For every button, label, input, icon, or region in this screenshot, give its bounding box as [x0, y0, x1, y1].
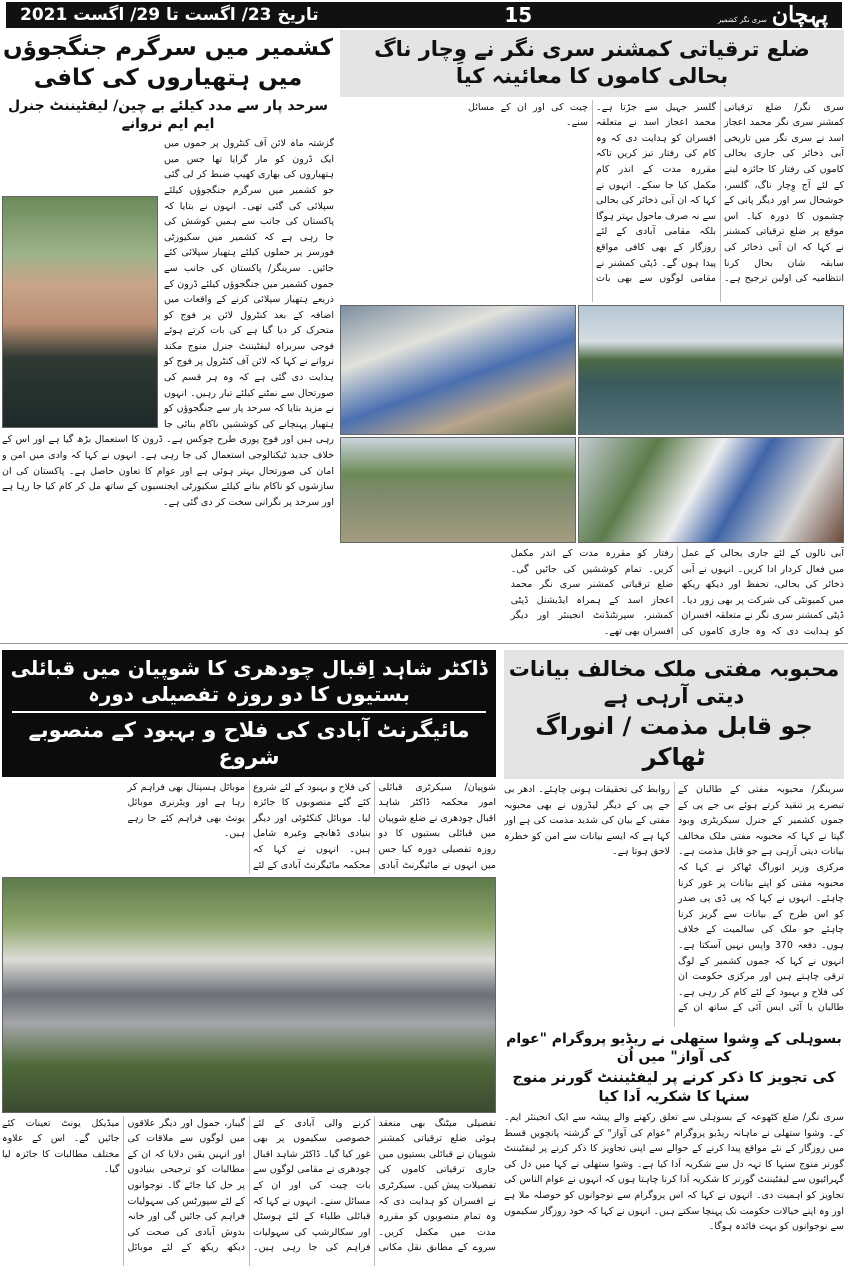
article-body: شوپیان/ سیکرٹری قبائلی امور محکمہ ڈاکٹر شاہد اقبال چودھری نے ضلع شوپیان میں قبائلی بستیوں کا دو روزہ تفصیلی دورہ کیا جس میں انہوں نے مائیگرنٹ آبادی کی فلاح و بہبود کے لئے شروع کئے گئے منصوبوں کا جائزہ لیا۔ موبائل کنکٹوئی اور دیگر بنیادی ڈھانچے وغیرہ شامل ہیں۔ انہوں نے کہا کہ محکمہ مائیگرنٹ آبادی کے لئے موبائل ہسپتال بھی فراہم کر رہا ہے اور ویٹرنری موبائل یونٹ بھی فراہم کئے جا رہے ہیں۔: [127, 781, 496, 871]
article-headline: ضلع ترقیاتی کمشنر سری نگر نے وِچار ناگ بحالی کاموں کا معائینہ کیا: [340, 30, 844, 97]
photo-spring-water: [578, 305, 844, 435]
article-subheadline: کی تجویز کا ذکر کرنے پر لیفٹیننٹ گورنر منوج سنہا کا شکریہ اَدا کیا: [512, 1070, 836, 1106]
article-headline: ڈاکٹر شاہد اِقبال چودھری کا شوپیان میں قبائلی بستیوں کا دو روزہ تفصیلی دورہ: [10, 656, 488, 706]
article-body: گزشتہ ماہ لائن آف کنٹرول پر جموں میں ایک ڈرون کو مار گرایا تھا جس میں ہتھیاروں کی بھاری کھیپ ضبط کر لی گئی جو کشمیر میں سرگرم جنگجوؤں کیلئے سپلائی کی گئی تھی۔ انہوں نے بتایا کہ پاکستان کی جانب سے ہمیں کوشش کی جا رہی ہے کہ کشمیر میں سکیورٹی فورسز پر حملوں کیلئے ہتھیار سپلائی کئے جائیں۔ سرینگر/ پاکستان کی جانب سے جموں کشمیر میں جنگجوؤں کیلئے ڈرون کے ذریعے ہتھیار سپلائی کرنے کے واقعات میں اضافہ کے بعد کنٹرول لائن پر فوج کو متحرک کر دیا گیا ہے کی بات کرتے ہوئے فوجی سربراہ لیفٹیننٹ جنرل منوج مکند نروانے نے کہا کہ لائن آف کنٹرول پر فوج کو ہدایت دی گئی ہے کہ وہ ہر قسم کی صورتحال سے نمٹنے کیلئے تیار رہیں۔ انہوں نے مزید بتایا کہ سرحد پار سے جنگجوؤں کو ہتھیار پہنچانے کی کوششیں ناکام بنائی جا رہی ہیں اور فوج پوری طرح چوکس ہے۔ ڈرون کا استعمال بڑھ گیا ہے اور اس کے خلاف جدید ٹیکنالوجی استعمال کی جا رہی ہے۔ انہوں نے کہا کہ وادی میں امن و امان کی صورتحال بہتر ہوئی ہے اور عوام کا تعاون حاصل ہے۔ پاکستان کی ان سازشوں کو ناکام بنانے کیلئے سکیورٹی ایجنسیوں کے ساتھ مل کر کام کیا جا رہا ہے اور سرحد پر نگرانی سخت کر دی گئی ہے۔: [2, 138, 334, 508]
article-headline: بسوہلی کے وِشوا ستھلی نے ریڈیو پروگرام "عوام کی آواز" میں اُن: [506, 1030, 842, 1066]
article-body: سری نگر/ ضلع ترقیاتی کمشنر سری نگر محمد اعجاز اسد نے سری نگر میں تاریخی آبی ذخائر کی جاری بحالی کاموں کی رفتار کا جائزہ لینے کے لئے آج وِچار ناگ، گلسر، خوشحال سر اور دیگر پانی کے چشموں کا دورہ کیا۔ اس موقع پر ضلع ترقیاتی کمشنر نے کہا کہ ان آبی ذخائر کی سابقہ شان بحال کرنا انتظامیہ کی اولین ترجیح ہے۔ گلسر جہیل سے جڑتا ہے۔ محمد اعجاز اسد نے متعلقہ افسران کو ہدایت دی کہ وہ کام کی رفتار تیز کریں تاکہ مقررہ مدت کے اندر کام مکمل کیا جا سکے۔ انہوں نے کہا کہ ان آبی ذخائر کی بحالی سے نہ صرف ماحول بہتر ہوگا بلکہ مقامی آبادی کے لئے روزگار کے بھی کافی مواقع پیدا ہوں گے۔ ڈپٹی کمشنر نے مقامی لوگوں سے بھی بات چیت کی اور ان کے مسائل سنے۔: [468, 101, 844, 285]
masthead-logo: پہچان سری نگر کشمیر: [717, 2, 828, 28]
article-body: تفصیلی میٹنگ بھی منعقد ہوئی ضلع ترقیاتی کمشنر شوپیان نے قبائلی بستیوں میں جاری ترقیاتی کاموں کی تفصیلات پیش کیں۔ سیکرٹری نے افسران کو ہدایت دی کہ وہ تمام منصوبوں کو مقررہ مدت میں مکمل کریں۔ سروے کے مطابق نقل مکانی کرنے والی آبادی کے لئے خصوصی سکیموں پر بھی غور کیا گیا۔ ڈاکٹر شاہد اقبال چودھری نے مقامی لوگوں سے بات چیت کی اور ان کے مسائل سنے۔ انہوں نے کہا کہ قبائلی طلباء کے لئے ہوسٹل اور سکالرشپ کی سہولیات فراہم کی جا رہی ہیں۔ گیبار، جمول اور دیگر علاقوں میں لوگوں سے ملاقات کی اور انہیں یقین دلایا کہ ان کے مطالبات کو ترجیحی بنیادوں پر حل کیا جائے گا۔ نوجوانوں کے لئے سپورٹس کی سہولیات فراہم کی جائیں گی اور خانہ بدوش آبادی کی صحت کی دیکھ ریکھ کے لئے موبائل میڈیکل یونٹ تعینات کئے جائیں گے۔ اس کے علاوہ مختلف مطالبات کا جائزہ لیا گیا۔: [2, 1117, 496, 1254]
article-body: آبی نالوں کے لئے جاری بحالی کے عمل میں فعال کردار ادا کریں۔ انہوں نے آبی ذخائر کی بحالی، تحفظ اور دیکھ ریکھ میں کمیونٹی کی شرکت پر بھی زور دیا۔ ڈپٹی کمشنر سری نگر نے متعلقہ افسران کو ہدایت دی کہ وہ جاری کاموں کی رفتار کو مقررہ مدت کے اندر مکمل کریں۔ تمام کوششیں کی جائیں گی۔ ضلع ترقیاتی کمشنر سری نگر محمد اعجاز اسد کے ہمراہ ایڈیشنل ڈپٹی کمشنر، سپرنٹنڈنٹ انجینئر اور دیگر افسران بھی تھے۔: [510, 548, 844, 637]
divider: [12, 711, 486, 713]
article-army-chief: [2, 34, 334, 640]
photo-tribal-meeting: [2, 877, 496, 1113]
article-subheadline: جو قابل مذمت / انوراگ ٹھاکر: [535, 711, 813, 771]
photo-army-chief: [2, 196, 158, 428]
article-subheadline: مائیگرنٹ آبادی کی فلاح و بہبود کے منصوبے شروع: [28, 718, 470, 770]
headline-box: [504, 650, 844, 779]
article-water-bodies: [340, 30, 844, 640]
photo-grid: [340, 305, 844, 543]
photo-inspection-officials: [340, 305, 576, 435]
issue-date: تاریخ 23/ اگست تا 29/ اگست 2021: [20, 5, 319, 25]
divider: [0, 643, 848, 644]
article-body: سرینگر/ محبوبہ مفتی کے طالبان کے تبصرے پر تنقید کرتے ہوئے بی جے پی کے جموں کشمیر کے جنرل سیکریٹری وبود گپتا نے کہا کہ محبوبہ مفتی ملک مخالف بیانات دیتی آرہی ہے جو قابل مذمت ہے۔ مرکزی وزیر انوراگ ٹھاکر نے کہا کہ محبوبہ مفتی کو اپنے بیانات پر غور کرنا چاہئے۔ انہوں نے کہا کہ پی ڈی پی صدر کو اس طرح کے بیانات سے گریز کرنا چاہئے جو ملک کی سالمیت کے خلاف ہوں۔ دفعہ 370 واپس نہیں آسکتا ہے۔ انہوں نے کہا کہ جموں کشمیر کے لوگ ترقی چاہتے ہیں اور مرکزی حکومت ان کی فلاح و بہبود کے لئے کام کر رہی ہے۔ طالبان یا آئی ایس آئی کے ساتھ ان کے روابط کی تحقیقات ہونی چاہئے۔ ادھر بی جے پی کے دیگر لیڈروں نے بھی محبوبہ مفتی کے بیان کی شدید مذمت کی ہے اور کہا ہے کہ ایسے بیانات سے امن کو خطرہ لاحق ہوتا ہے۔: [504, 783, 844, 1014]
right-bottom-column: [504, 650, 844, 1266]
page-header-bar: [6, 2, 842, 28]
article-body: سری نگر/ ضلع کٹھوعہ کے بسوہلی سے تعلق رکھنے والے پیشہ سے ایک انجینئر ایم۔ کے۔ وشوا ستھلی نے ماہانہ ریڈیو پروگرام "عوام کی آواز" کے گزشتہ پانچویں قسط میں روزگار کے نئے مواقع پیدا کرنے کے حوالے سے اپنی تجاویز کا ذکر کرنے پر لیفٹیننٹ گورنر منوج سنہا کا تہہ دل سے شکریہ اَدا کیا ہے۔ وشوا ستھلی نے کہا میں دل کی گہرائیوں سے لیفٹیننٹ گورنر کا شکریہ اَدا کرنا چاہتا ہوں کہ انہوں نے عوام الناس کی تجاویز کو اہمیت دی۔ انہوں نے کہا کہ اس پروگرام سے نوجوانوں کو حوصلہ ملا ہے اور وہ اپنے خیالات حکومت تک پہنچا سکتے ہیں۔ انہوں نے کہا کہ خود روزگار سکیموں سے نوجوانوں کو بہت فائدہ ہوگا۔: [504, 1112, 844, 1233]
article-tribal-visit: [2, 650, 496, 1266]
article-subheadline: سرحد پار سے مدد کیلئے بے چین/ لیفٹیننٹ جنرل ایم ایم نروانے: [8, 97, 328, 132]
photo-dry-lake: [340, 437, 576, 543]
article-headline: کشمیر میں سرگرم جنگجوؤں میں ہتھیاروں کی کافی: [3, 35, 333, 91]
headline-box: [2, 650, 496, 777]
page-number: 15: [504, 3, 533, 27]
article-headline: محبوبہ مفتی ملک مخالف بیانات دیتی آرہی ہے: [508, 657, 840, 709]
photo-officials-group: [578, 437, 844, 543]
